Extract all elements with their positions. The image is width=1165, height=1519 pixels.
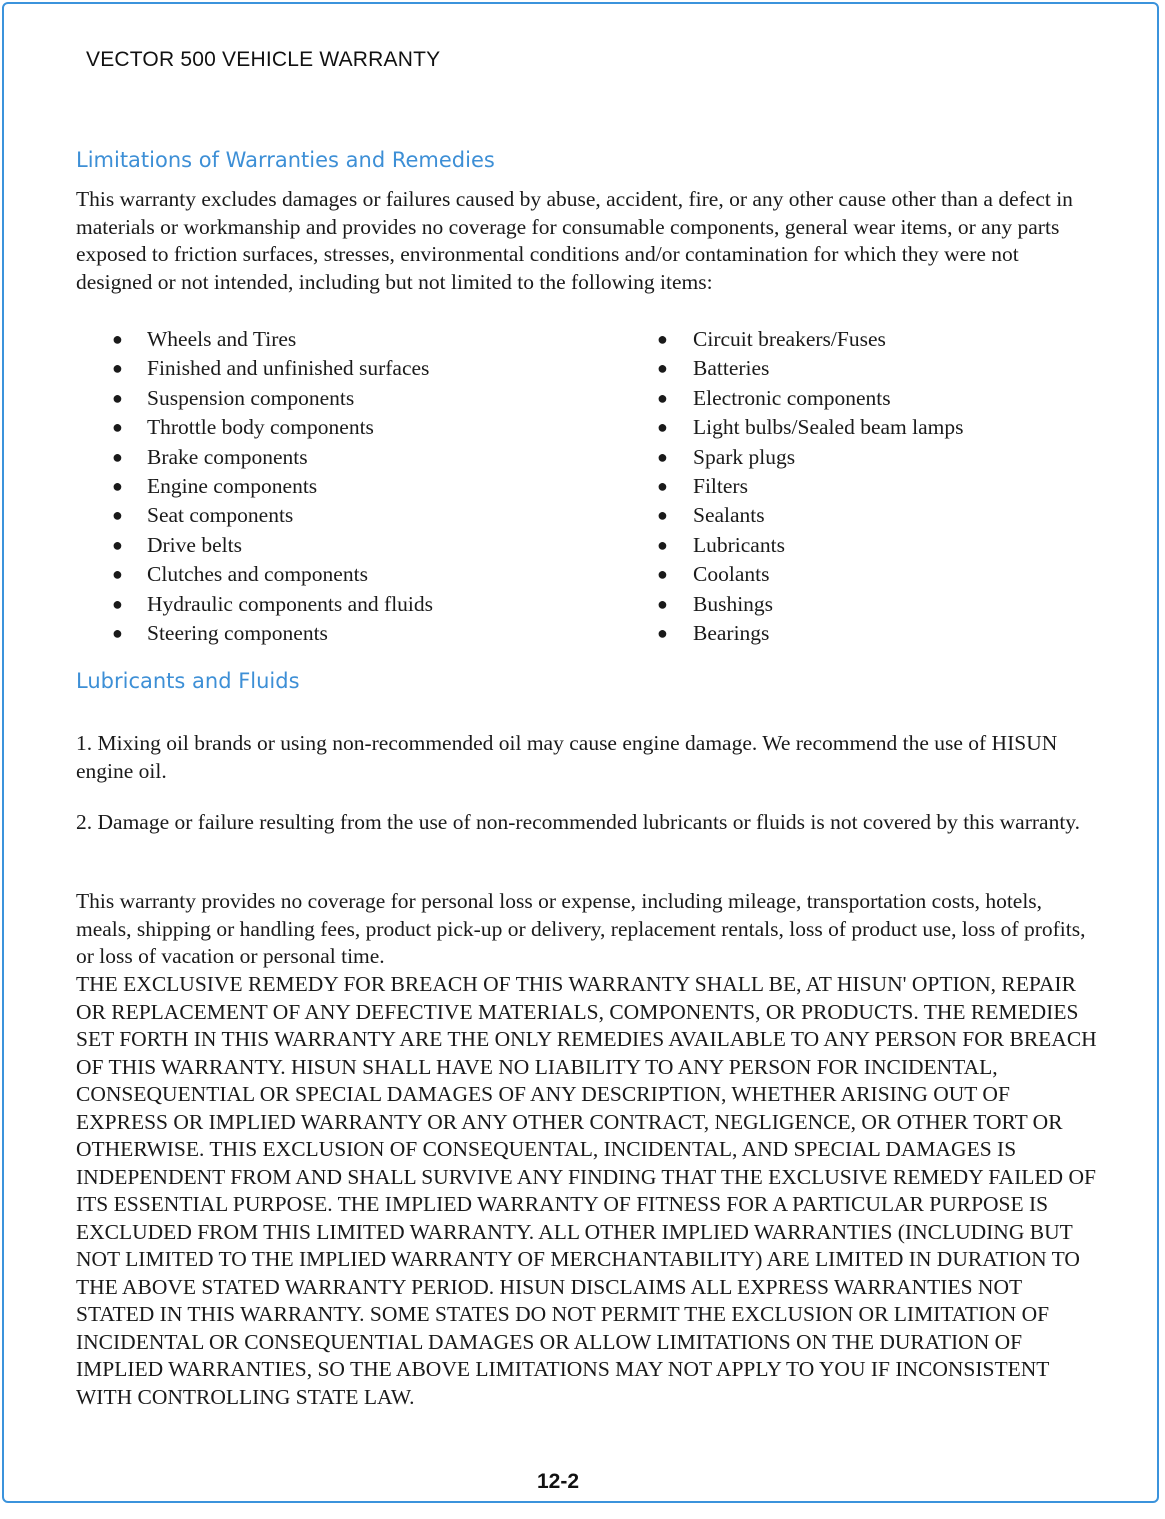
bullet-icon: ● xyxy=(112,505,123,526)
bullet-icon: ● xyxy=(112,475,123,496)
bullet-icon: ● xyxy=(112,329,123,349)
bullet-icon: ● xyxy=(657,358,668,379)
bullet-icon: ● xyxy=(657,593,668,614)
list-item-label: Light bulbs/Sealed beam lamps xyxy=(693,415,964,440)
bullet-icon: ● xyxy=(657,329,668,349)
list-item-label: Clutches and components xyxy=(147,562,368,587)
list-item-label: Brake components xyxy=(147,444,308,469)
list-item-label: Throttle body components xyxy=(147,415,374,440)
list-item-label: Batteries xyxy=(693,356,770,381)
list-item-label: Wheels and Tires xyxy=(147,327,297,351)
list-item-label: Filters xyxy=(693,473,748,498)
list-item-label: Circuit breakers/Fuses xyxy=(693,327,886,351)
list-item-label: Steering components xyxy=(147,620,328,645)
document-title: VECTOR 500 VEHICLE WARRANTY xyxy=(86,48,441,71)
list-item-label: Spark plugs xyxy=(693,444,796,469)
bullet-icon: ● xyxy=(112,534,123,555)
list-item-label: Sealants xyxy=(693,503,765,528)
bullet-icon: ● xyxy=(657,622,668,643)
bullet-icon: ● xyxy=(657,475,668,496)
list-item-label: Seat components xyxy=(147,503,294,528)
bullet-icon: ● xyxy=(657,505,668,526)
list-item-label: Bushings xyxy=(693,591,774,616)
list-item-label: Finished and unfinished surfaces xyxy=(147,356,430,381)
list-item-label: Suspension components xyxy=(147,385,355,410)
list-item-label: Bearings xyxy=(693,620,770,645)
section-heading-lubricants: Lubricants and Fluids xyxy=(76,669,300,693)
list-item-label: Engine components xyxy=(147,473,318,498)
bullet-icon: ● xyxy=(112,358,123,379)
coverage-exclusion-paragraph: This warranty provides no coverage for personal loss or expense, including mileage, transportation costs, hotels, meals, shipping or handling fees, product pick-up or delivery, replacement rentals, loss of product use, loss of profits, or loss of vacation or personal time. xyxy=(76,889,1086,968)
bullet-icon: ● xyxy=(112,387,123,408)
bullet-icon: ● xyxy=(657,387,668,408)
lubricants-point-2: 2. Damage or failure resulting from the use of non-recommended lubricants or fluids is not covered by this warranty. xyxy=(76,810,1081,834)
bullet-icon: ● xyxy=(657,534,668,555)
list-item-label: Coolants xyxy=(693,562,770,587)
bullet-icon: ● xyxy=(112,446,123,467)
list-item-label: Lubricants xyxy=(693,532,785,557)
bullet-icon: ● xyxy=(112,417,123,438)
exclusive-remedy-paragraph: THE EXCLUSIVE REMEDY FOR BREACH OF THIS WARRANTY SHALL BE, AT HISUN' OPTION, REPAIR OR REPLACEMENT OF ANY DEFECTIVE MATERIALS, COMPONENTS, OR PRODUCTS. THE REMEDIES SET FORTH IN THIS WARRANTY ARE THE ONLY REMEDIES AVAILABLE TO ANY PERSON FOR BREACH OF THIS WARRANTY. HISUN SHALL HAVE NO LIABILITY TO ANY PERSON FOR INCIDENTAL, CONSEQUENTIAL OR SPECIAL DAMAGES OF ANY DESCRIPTION, WHETHER ARISING OUT OF EXPRESS OR IMPLIED WARRANTY OR ANY OTHER CONTRACT, NEGLIGENCE, OR OTHER TORT OR OTHERWISE. THIS EXCLUSION OF CONSEQUENTAL, INCIDENTAL, AND SPECIAL DAMAGES IS INDEPENDENT FROM AND SHALL SURVIVE ANY FINDING THAT THE EXCLUSIVE REMEDY FAILED OF ITS ESSENTIAL PURPOSE. THE IMPLIED WARRANTY OF FITNESS FOR A PARTICULAR PURPOSE IS EXCLUDED FROM THIS LIMITED WARRANTY. ALL OTHER IMPLIED WARRANTIES (INCLUDING BUT NOT LIMITED TO THE IMPLIED WARRANTY OF MERCHANTABILITY) ARE LIMITED IN DURATION TO THE ABOVE STATED WARRANTY PERIOD. HISUN DISCLAIMS ALL EXPRESS WARRANTIES NOT STATED IN THIS WARRANTY. SOME STATES DO NOT PERMIT THE EXCLUSION OR LIMITATION OF INCIDENTAL OR CONSEQUENTIAL DAMAGES OR ALLOW LIMITATIONS ON THE DURATION OF IMPLIED WARRANTIES, SO THE ABOVE LIMITATIONS MAY NOT APPLY TO YOU IF INCONSISTENT WITH CONTROLLING STATE LAW. xyxy=(76,972,1097,1409)
bullet-icon: ● xyxy=(112,593,123,614)
bullet-icon: ● xyxy=(112,564,123,585)
bullet-icon: ● xyxy=(112,622,123,643)
section-heading-limitations: Limitations of Warranties and Remedies xyxy=(76,148,495,172)
bullet-icon: ● xyxy=(657,564,668,585)
list-item-label: Hydraulic components and fluids xyxy=(147,591,434,616)
page-number: 12-2 xyxy=(537,1470,580,1493)
lubricants-point-1: 1. Mixing oil brands or using non-recommended oil may cause engine damage. We recommend the use of HISUN engine oil. xyxy=(76,731,1058,783)
bullet-icon: ● xyxy=(657,417,668,438)
list-item-label: Electronic components xyxy=(693,385,891,410)
bullet-icon: ● xyxy=(657,446,668,467)
list-item-label: Drive belts xyxy=(147,532,242,557)
limitations-intro-paragraph: This warranty excludes damages or failures caused by abuse, accident, fire, or any other cause other than a defect in materials or workmanship and provides no coverage for consumable components, general wear items, or any parts exposed to friction surfaces, stresses, environmental conditions and/or contamination for which they were not designed or not intended, including but not limited to the following items: xyxy=(76,187,1073,294)
